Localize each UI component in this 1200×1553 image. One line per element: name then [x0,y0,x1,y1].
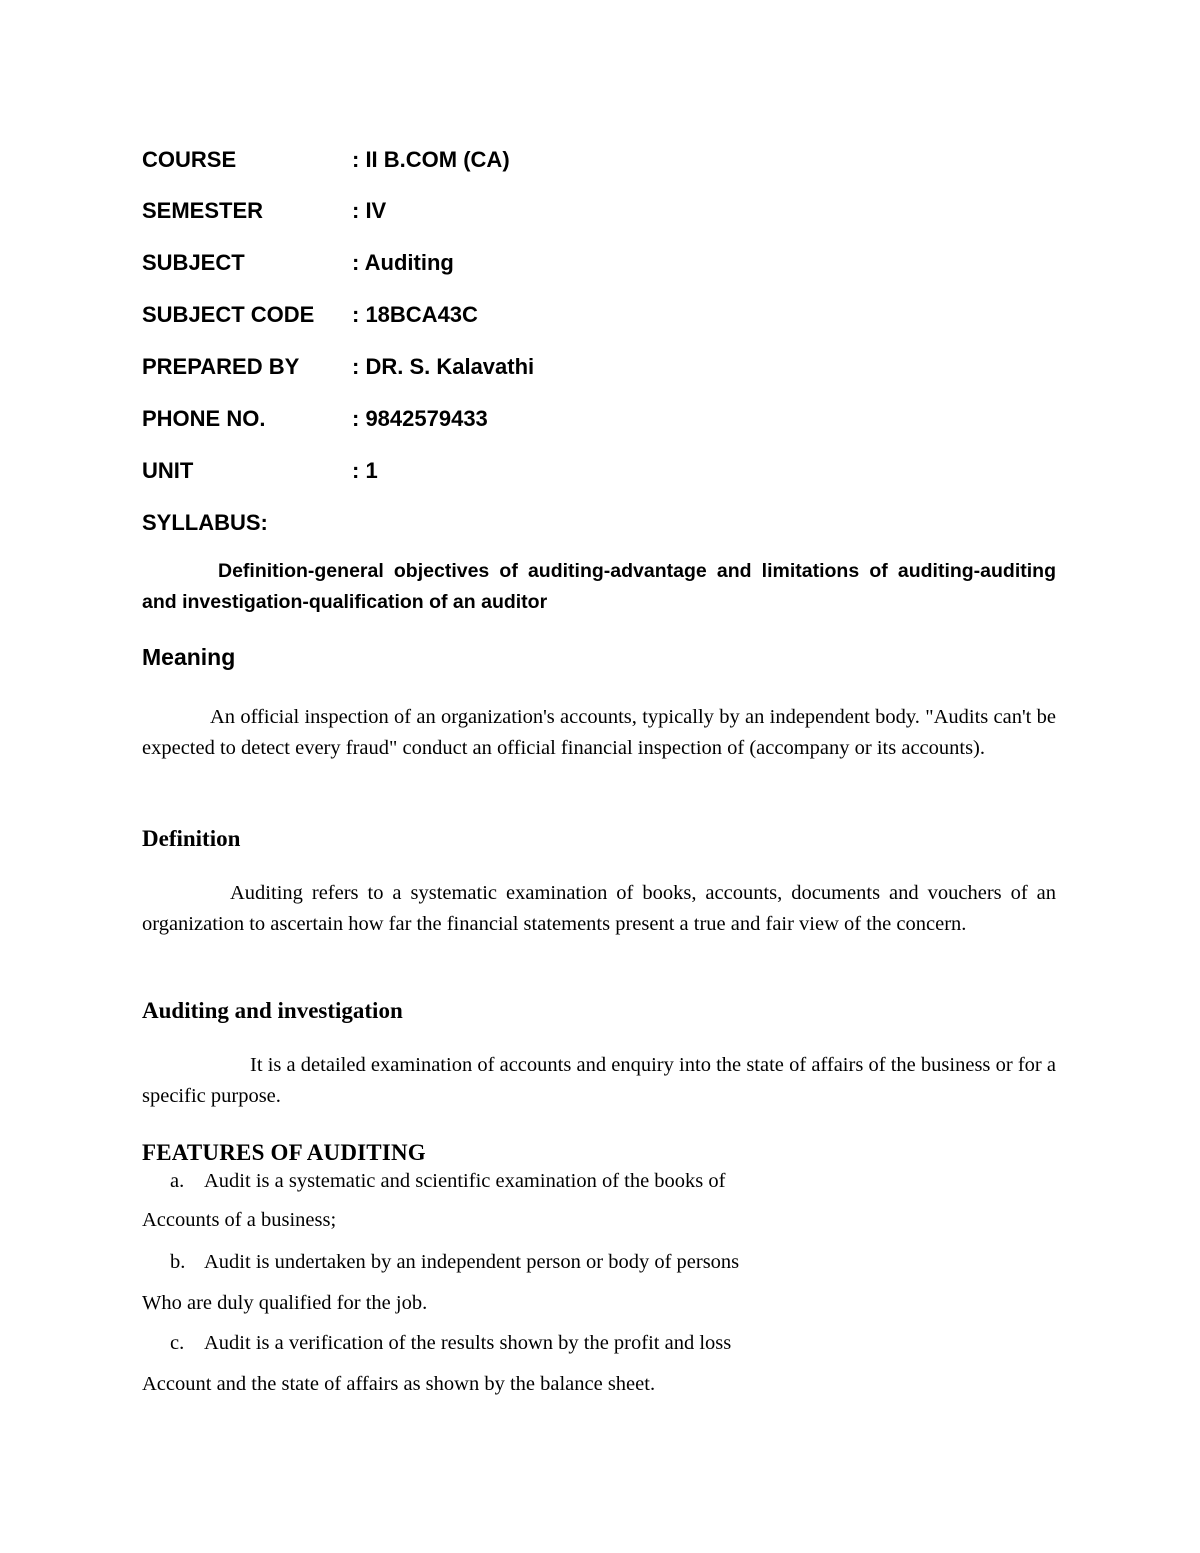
list-marker: b. [170,1251,186,1273]
meta-value: : II B.COM (CA) [352,147,510,172]
list-item-text: Audit is a verification of the results shown by the profit and loss [204,1332,732,1354]
list-item-continuation: Account and the state of affairs as shown by the balance sheet. [142,1373,656,1395]
meta-key: PREPARED BY [142,354,300,379]
list-marker: c. [170,1332,185,1354]
meta-value: : IV [352,198,387,223]
definition-heading: Definition [142,826,241,851]
meta-value: : 18BCA43C [352,302,478,327]
syllabus-label: SYLLABUS: [142,510,268,535]
meta-key: COURSE [142,147,237,172]
meta-row-phone [142,406,488,432]
list-item [170,1332,731,1355]
list-item-continuation: Accounts of a business; [142,1209,337,1231]
meta-row-subject [142,250,454,276]
list-item [170,1251,739,1274]
syllabus-text: Definition-general objectives of auditing-advantage and limitations of auditing-auditing and investigation-qualification of an auditor [142,560,1056,613]
meta-key: UNIT [142,458,194,483]
meta-value: : 9842579433 [352,406,488,431]
meta-row-unit [142,458,378,484]
list-item-text: Audit is undertaken by an independent person or body of persons [204,1251,740,1273]
meta-value: : 1 [352,458,378,483]
investigation-heading: Auditing and investigation [142,998,403,1023]
meta-row-subject-code [142,302,478,328]
meta-row-course [142,147,510,173]
meta-value: : Auditing [352,250,454,275]
meta-key: PHONE NO. [142,406,266,431]
meta-row-prepared-by [142,354,534,380]
list-item-text: Audit is a systematic and scientific examination of the books of [204,1170,726,1192]
list-item [170,1170,726,1193]
meta-key: SUBJECT CODE [142,302,315,327]
meaning-heading: Meaning [142,644,236,670]
list-item-continuation: Who are duly qualified for the job. [142,1292,428,1314]
meta-key: SEMESTER [142,198,264,223]
definition-paragraph: Auditing refers to a systematic examination of books, accounts, documents and vouchers of an organization to ascertain how far the financial statements present a true and fair view of the concern. [142,882,1056,935]
meaning-paragraph: An official inspection of an organization's accounts, typically by an independent body. "Audits can't be expected to detect every fraud" conduct an official financial inspection of (accompany or its accounts). [142,706,1056,759]
investigation-paragraph: It is a detailed examination of accounts and enquiry into the state of affairs of the business or for a specific purpose. [142,1054,1056,1107]
features-heading: FEATURES OF AUDITING [142,1140,426,1165]
meta-key: SUBJECT [142,250,245,275]
list-marker: a. [170,1170,185,1192]
meta-row-semester [142,198,386,224]
meta-value: : DR. S. Kalavathi [352,354,535,379]
